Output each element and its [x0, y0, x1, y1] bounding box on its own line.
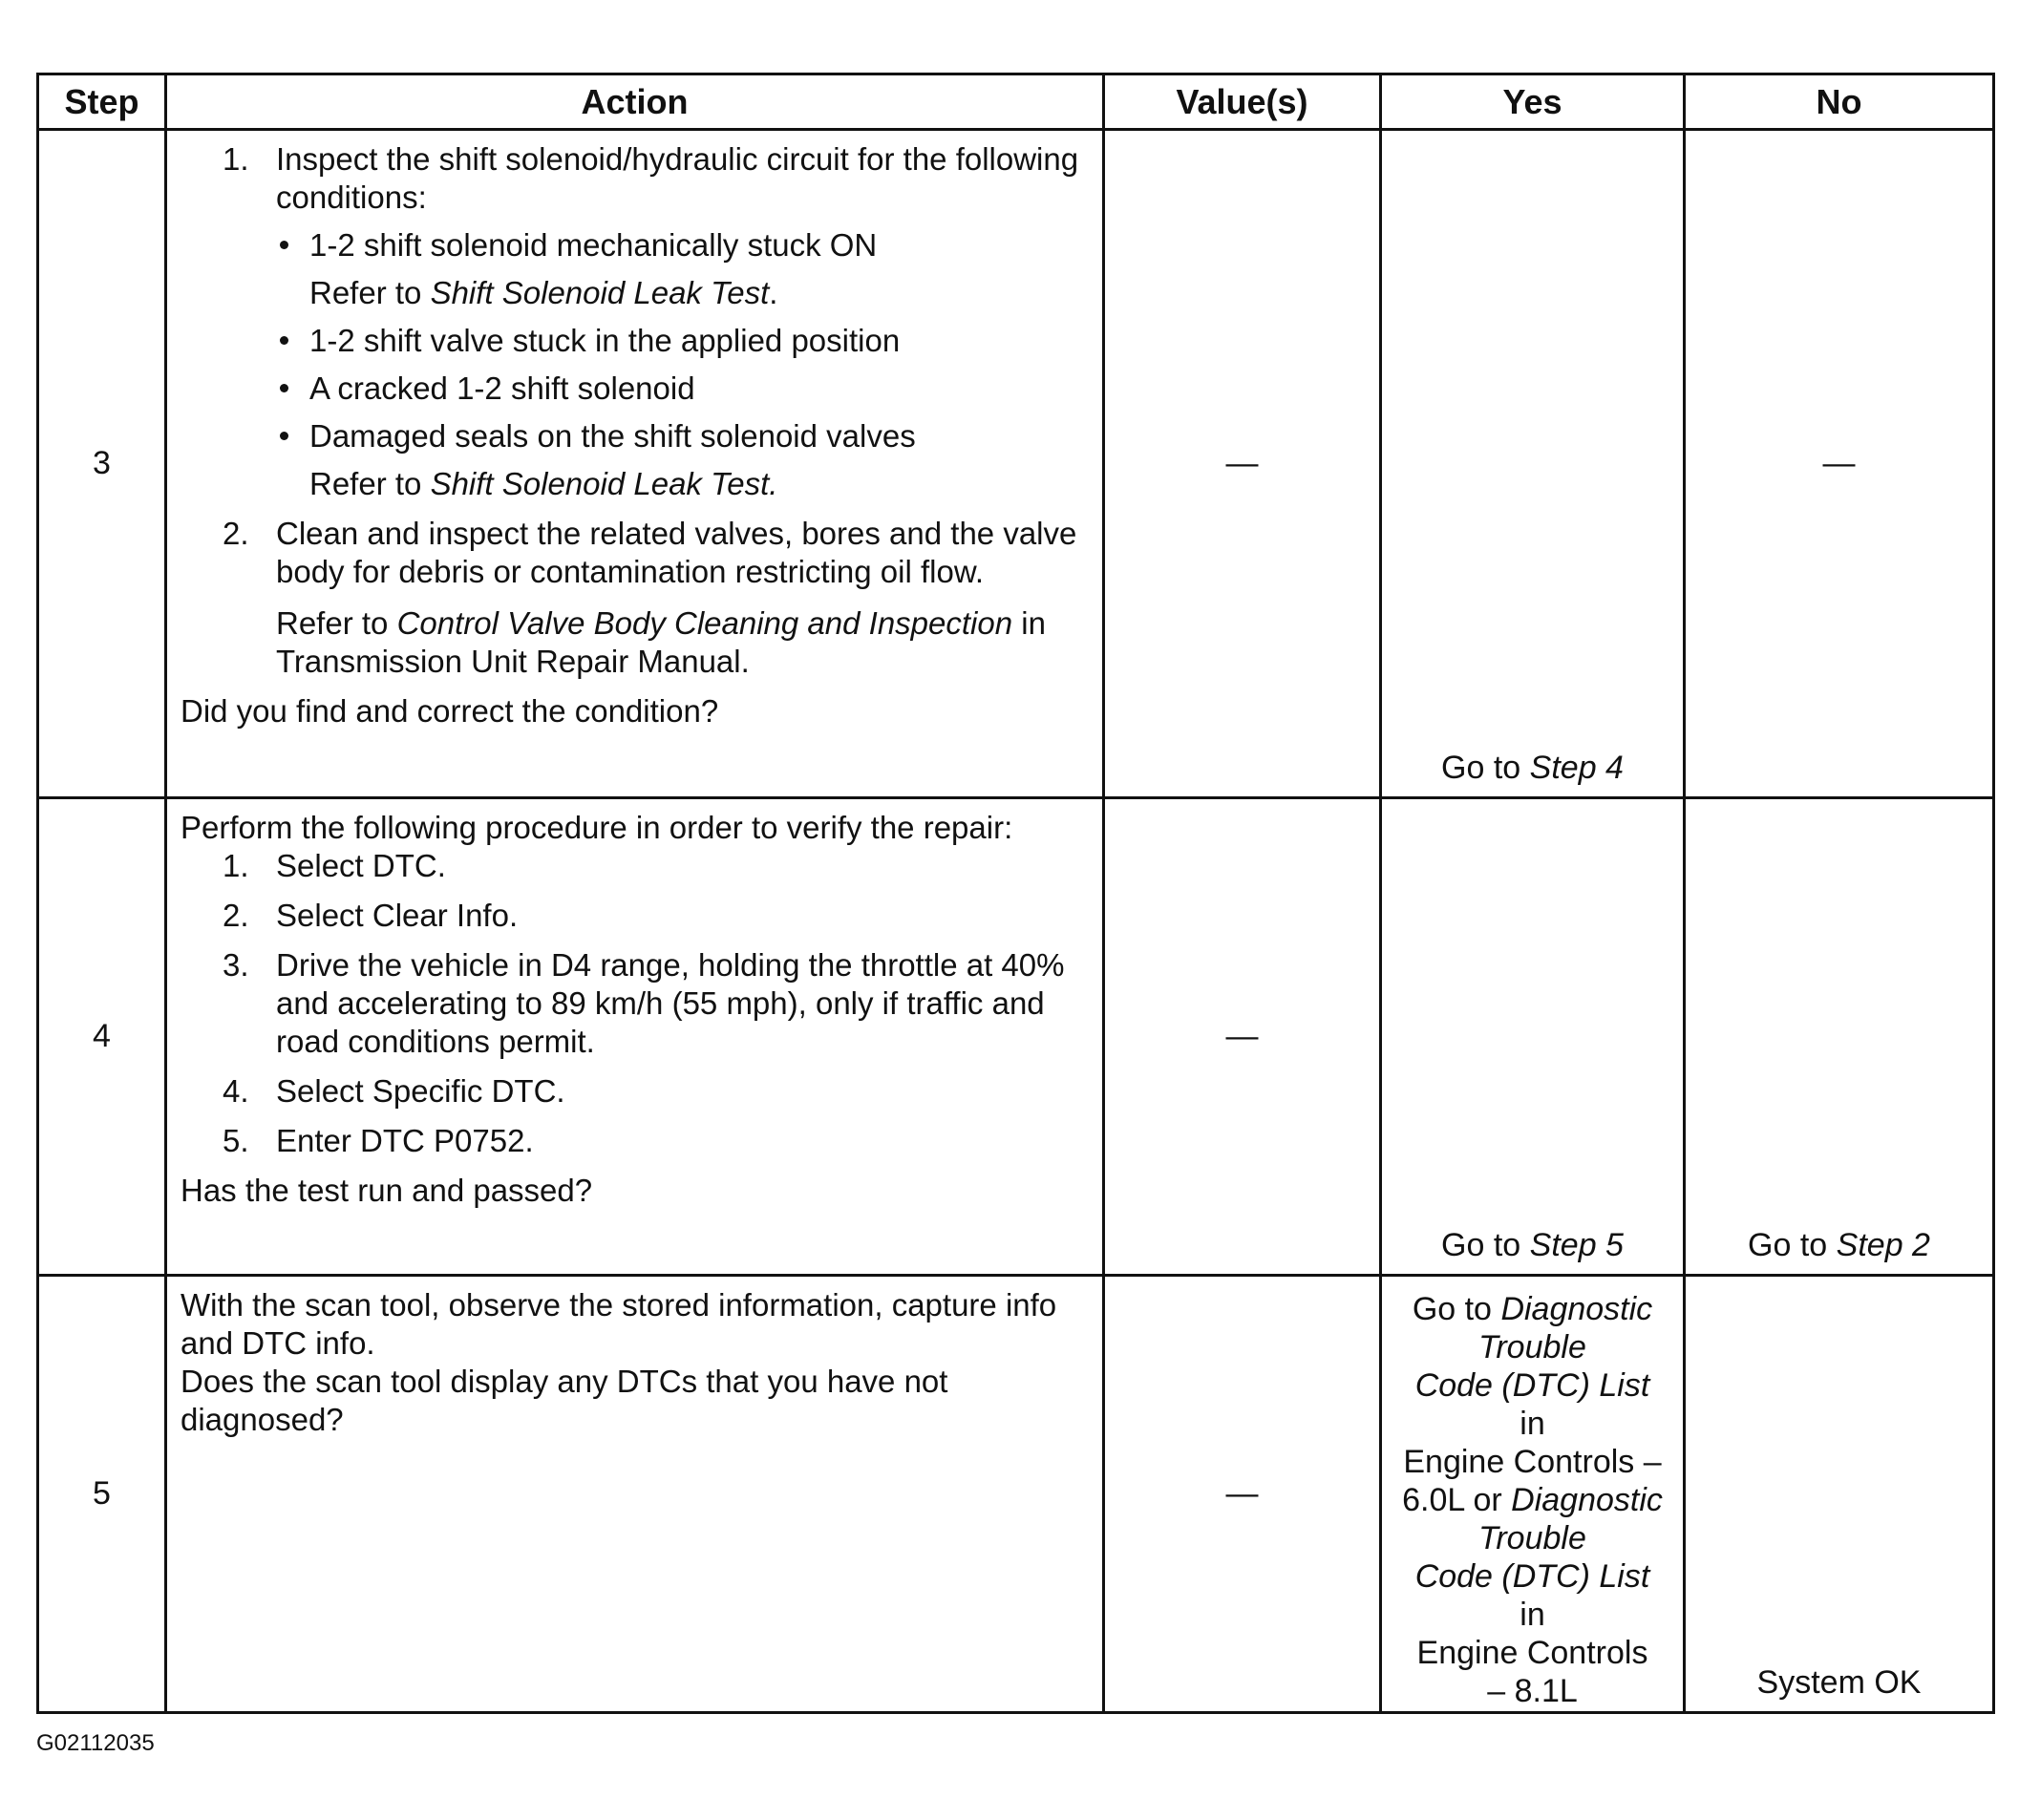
header-action: Action — [166, 74, 1104, 130]
list-item: 5. Enter DTC P0752. — [223, 1123, 534, 1158]
table-row-step-4 — [38, 798, 1994, 1276]
step-number: 3 — [38, 130, 166, 798]
step-link[interactable]: Step 5 — [1529, 1227, 1624, 1263]
bullet-item: A cracked 1-2 shift solenoid — [181, 370, 1089, 408]
reference-note: Refer to Shift Solenoid Leak Test. — [309, 466, 778, 501]
action-cell — [166, 130, 1104, 798]
list-item: 2. Clean and inspect the related valves, bores and the valve body for debris or contamination restricting oil flow. Refer to Control Valve Body Cleaning and Inspection in Transmission Unit Repair Manual. — [181, 515, 1089, 681]
step-link[interactable]: Step 4 — [1529, 750, 1624, 786]
reference-note: Refer to Control Valve Body Cleaning and Inspection in Transmission Unit Repair Manual. — [276, 605, 1046, 679]
reference-note: Refer to Shift Solenoid Leak Test. — [309, 275, 778, 310]
no-cell: System OK — [1685, 1276, 1994, 1713]
figure-id: G02112035 — [36, 1730, 155, 1756]
question: Has the test run and passed? — [181, 1173, 593, 1208]
bullet-item: 1-2 shift solenoid mechanically stuck ON — [181, 226, 1089, 265]
yes-cell: Go to Diagnostic Trouble Code (DTC) List in Engine Controls – 6.0L or Diagnostic Trouble Code (DTC) List in Engine Controls – 8.1L — [1381, 1276, 1685, 1713]
yes-cell: Go to Step 4 — [1381, 130, 1685, 798]
step-link[interactable]: Step 2 — [1836, 1227, 1930, 1263]
question: Does the scan tool display any DTCs that you have not diagnosed? — [181, 1364, 948, 1437]
action-cell: Perform the following procedure in order to verify the repair: 1. Select DTC. 2. Select Clear Info. 3. Drive the vehicle in D4 range, holding the throttle at 40% and accelerating to 89 km/h (55 mph), only if traffic and road conditions permit. 4. Select Specific DTC. 5. Enter DTC P0752. Has the test run and passed? — [166, 798, 1104, 1276]
no-cell: Go to Step 2 — [1685, 798, 1994, 1276]
dtc-list-link[interactable]: Diagnostic — [1500, 1291, 1653, 1327]
bullet-item: 1-2 shift valve stuck in the applied position — [181, 322, 1089, 360]
bullet-item: Damaged seals on the shift solenoid valves — [181, 417, 1089, 455]
header-values: Value(s) — [1104, 74, 1381, 130]
no-cell: — — [1685, 130, 1994, 798]
header-row — [38, 74, 1994, 130]
table-row-step-5 — [38, 1276, 1994, 1713]
table-row-step-3 — [38, 130, 1994, 798]
yes-cell: Go to Step 5 — [1381, 798, 1685, 1276]
list-item: 1. Inspect the shift solenoid/hydraulic circuit for the following conditions: 1-2 shift solenoid mechanically stuck ON Refer to Shift Solenoid Leak Test. 1-2 shift valve stuck in the applied position A cracked 1-2 shift solenoid Damaged seals on the shift solenoid valves Refer to Shift Solenoid Leak Test. — [181, 140, 1089, 503]
value-cell: — — [1104, 798, 1381, 1276]
header-yes: Yes — [1381, 74, 1685, 130]
step-number: 4 — [38, 798, 166, 1276]
dtc-list-link[interactable]: Diagnostic — [1511, 1482, 1663, 1518]
list-item: 2. Select Clear Info. — [223, 898, 519, 933]
value-cell: — — [1104, 130, 1381, 798]
list-item: 1. Select DTC. — [223, 848, 446, 883]
value-cell: — — [1104, 1276, 1381, 1713]
question: Did you find and correct the condition? — [181, 693, 719, 729]
list-item: 3. Drive the vehicle in D4 range, holding the throttle at 40% and accelerating to 89 km/h (55 mph), only if traffic and road conditions permit. — [223, 947, 1065, 1059]
step-number: 5 — [38, 1276, 166, 1713]
diagnostic-table — [36, 73, 1995, 1714]
list-item: 4. Select Specific DTC. — [223, 1073, 565, 1109]
action-cell: With the scan tool, observe the stored information, capture info and DTC info. Does the scan tool display any DTCs that you have not diagnosed? — [166, 1276, 1104, 1713]
header-no: No — [1685, 74, 1994, 130]
header-step: Step — [38, 74, 166, 130]
